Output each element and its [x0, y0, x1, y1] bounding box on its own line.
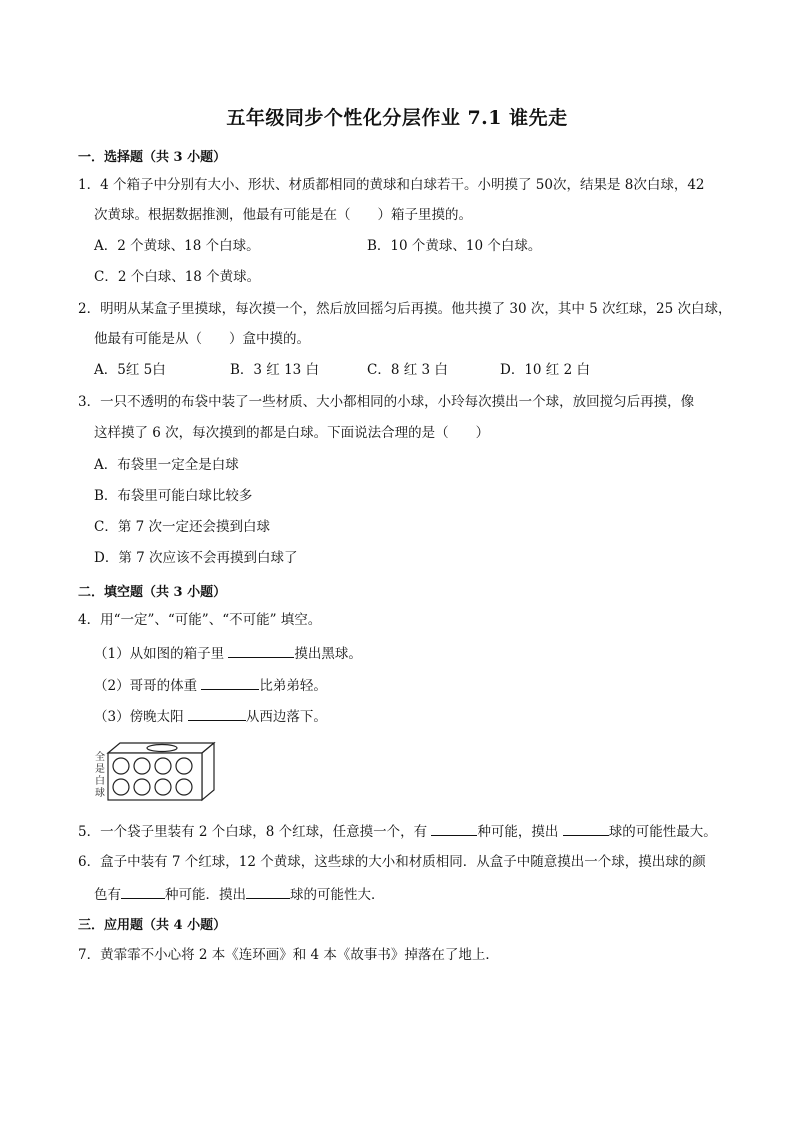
answer-blank[interactable]	[188, 706, 246, 721]
question-4-part-1	[94, 643, 362, 663]
question-4-part-2-text-end: 比弟弟轻。	[259, 678, 327, 694]
question-4-line-1: 4．用“一定”、“可能”、“不可能” 填空。	[78, 612, 322, 628]
question-6-text-c: 球的可能性大．	[290, 887, 385, 903]
answer-blank[interactable]	[431, 821, 477, 836]
answer-blank[interactable]	[121, 884, 165, 899]
box-opening	[147, 745, 177, 752]
question-7-line-1: 7．黄霏霏不小心将 2 本《连环画》和 4 本《故事书》掉落在了地上．	[78, 947, 499, 963]
white-ball	[113, 779, 129, 795]
answer-blank[interactable]	[228, 643, 294, 658]
box-label-char-2: 是	[95, 764, 105, 775]
ball-box-figure	[94, 740, 216, 802]
question-6-line-2	[94, 884, 385, 904]
question-5	[78, 821, 717, 841]
question-4-part-2	[94, 675, 327, 695]
box-label-char-1: 全	[95, 752, 105, 763]
white-ball	[155, 758, 171, 774]
question-3-option-c: C．第 7 次一定还会摸到白球	[94, 519, 271, 535]
white-ball	[176, 779, 192, 795]
white-ball	[134, 758, 150, 774]
question-5-text-c: 球的可能性最大。	[608, 824, 717, 840]
question-6-text-a: 色有	[94, 887, 121, 903]
question-1-line-2: 次黄球。根据数据推测，他最有可能是在（ ）箱子里摸的。	[94, 207, 472, 223]
answer-blank[interactable]	[563, 821, 609, 836]
box-label-char-3: 白	[95, 776, 105, 787]
white-ball	[134, 779, 150, 795]
white-ball	[113, 758, 129, 774]
section-heading-fill: 二．填空题（共 3 小题）	[78, 585, 227, 600]
question-3-line-2: 这样摸了 6 次，每次摸到的都是白球。下面说法合理的是（ ）	[94, 425, 490, 441]
question-1-option-b: B．10 个黄球、10 个白球。	[367, 238, 542, 254]
page-title: 五年级同步个性化分层作业 7.1 谁先走	[226, 107, 568, 129]
question-3-option-a: A．布袋里一定全是白球	[94, 457, 239, 473]
question-4-part-2-text: （2）哥哥的体重	[94, 678, 202, 694]
question-1-option-a: A．2 个黄球、18 个白球。	[94, 238, 260, 254]
question-4-part-3-text-end: 从西边落下。	[245, 709, 327, 725]
question-3-option-b: B．布袋里可能白球比较多	[94, 488, 253, 504]
question-5-text-b: 种可能，摸出	[477, 824, 563, 840]
question-3-line-1: 3．一只不透明的布袋中装了一些材质、大小都相同的小球，小玲每次摸出一个球，放回搅匀后再摸，像	[78, 394, 695, 410]
question-3-option-d: D．第 7 次应该不会再摸到白球了	[94, 550, 298, 566]
question-2-option-b: B．3 红 13 白	[230, 362, 320, 378]
question-2-line-1: 2．明明从某盒子里摸球，每次摸一个，然后放回摇匀后再摸。他共摸了 30 次，其中 5 次红球，25 次白球，	[78, 301, 732, 317]
question-4-part-1-text: （1）从如图的箱子里	[94, 646, 229, 662]
question-4-part-3-text: （3）傍晚太阳	[94, 709, 188, 725]
question-6-line-1: 6．盒子中装有 7 个红球，12 个黄球，这些球的大小和材质相同．从盒子中随意摸出一个球，摸出球的颜	[78, 854, 706, 870]
section-heading-choice: 一．选择题（共 3 小题）	[78, 150, 227, 165]
question-4-part-3	[94, 706, 327, 726]
question-1-line-1: 1．4 个箱子中分别有大小、形状、材质都相同的黄球和白球若干。小明摸了 50次，结果是 8次白球，42	[78, 177, 705, 193]
question-1-option-c: C．2 个白球、18 个黄球。	[94, 269, 261, 285]
answer-blank[interactable]	[201, 675, 259, 690]
question-5-text-a: 5．一个袋子里装有 2 个白球，8 个红球，任意摸一个，有	[78, 824, 432, 840]
question-2-option-a: A．5红 5白	[94, 362, 166, 378]
white-ball	[176, 758, 192, 774]
question-2-line-2: 他最有可能是从（ ）盒中摸的。	[94, 331, 310, 347]
white-ball	[155, 779, 171, 795]
question-2-option-d: D．10 红 2 白	[500, 362, 590, 378]
answer-blank[interactable]	[246, 884, 290, 899]
section-heading-application: 三．应用题（共 4 小题）	[78, 918, 227, 933]
question-6-text-b: 种可能．摸出	[165, 887, 246, 903]
box-side-face	[202, 743, 214, 800]
box-label-char-4: 球	[95, 788, 105, 799]
question-4-part-1-text-end: 摸出黑球。	[294, 646, 362, 662]
question-2-option-c: C．8 红 3 白	[367, 362, 448, 378]
